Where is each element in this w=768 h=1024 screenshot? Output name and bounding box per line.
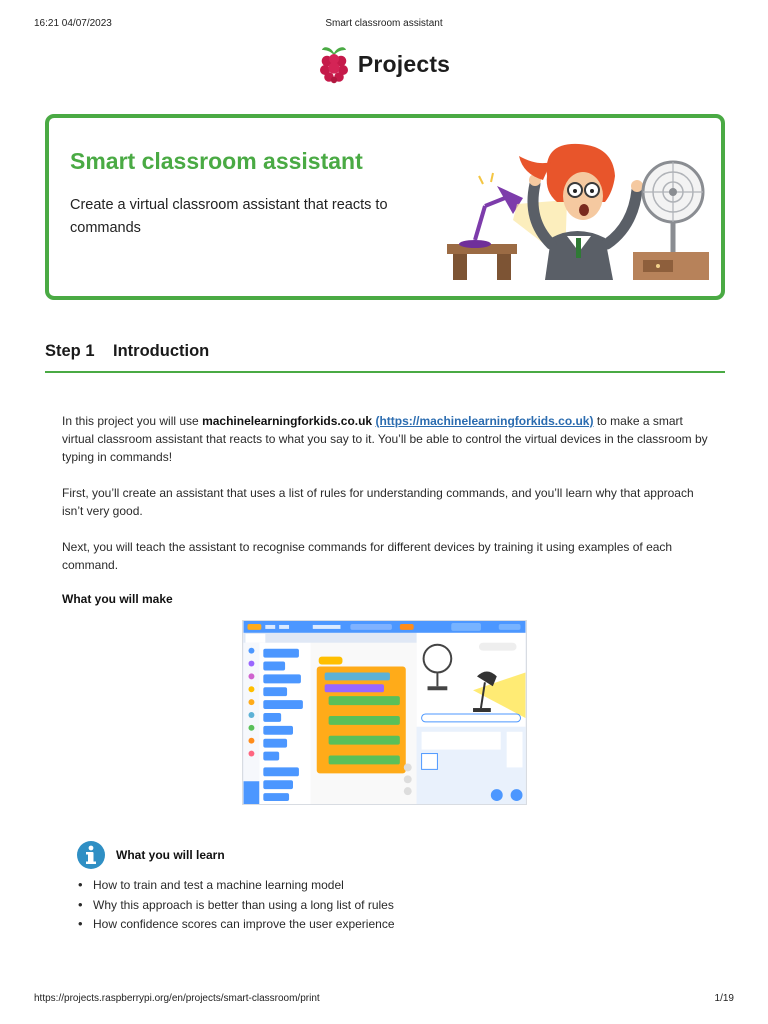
project-title: Smart classroom assistant bbox=[70, 148, 363, 174]
brand-header bbox=[0, 44, 768, 84]
what-you-will-make-heading: What you will make bbox=[62, 592, 173, 606]
list-item: • Why this approach is better than using a long list of rules bbox=[78, 898, 395, 918]
project-description: Create a virtual classroom assistant that reacts to commands bbox=[70, 197, 388, 236]
list-item: • How confidence scores can improve the user experience bbox=[78, 917, 395, 937]
what-you-will-learn-heading: What you will learn bbox=[116, 848, 225, 862]
intro-paragraph-2: First, you’ll create an assistant that uses a list of rules for understanding commands, and you’ll learn why that approach isn’t very good. bbox=[62, 486, 694, 518]
print-url: https://projects.raspberrypi.org/en/projects/smart-classroom/print bbox=[34, 993, 320, 1004]
raspberry-logo-icon bbox=[318, 44, 350, 84]
what-you-will-learn-section bbox=[76, 840, 225, 870]
print-header bbox=[34, 18, 734, 29]
step-number: Step 1 bbox=[45, 342, 95, 360]
step-title: Introduction bbox=[113, 342, 210, 360]
project-hero-card bbox=[45, 114, 725, 300]
learn-list bbox=[78, 878, 395, 937]
print-doc-title: Smart classroom assistant bbox=[325, 18, 443, 29]
intro-paragraph-1 bbox=[62, 412, 712, 466]
brand-title: Projects bbox=[357, 50, 451, 77]
step-heading bbox=[45, 342, 725, 373]
intro-text: In this project you will use bbox=[62, 414, 203, 428]
scratch-project-screenshot bbox=[242, 620, 527, 805]
list-item: • How to train and test a machine learning model bbox=[78, 878, 395, 898]
intro-text: to make a smart virtual classroom assistant that reacts to what you say to it. You’ll be able to control the virtual devices in the classroom by typing in commands! bbox=[62, 414, 708, 464]
page-number: 1/19 bbox=[714, 993, 734, 1004]
site-name: machinelearningforkids.co.uk bbox=[202, 414, 373, 428]
info-icon bbox=[76, 840, 106, 870]
site-link[interactable]: (https://machinelearningforkids.co.uk) bbox=[375, 414, 594, 428]
intro-paragraph-3: Next, you will teach the assistant to recognise commands for different devices by training it using examples of each command. bbox=[62, 540, 673, 572]
print-datetime: 16:21 04/07/2023 bbox=[34, 18, 112, 29]
scientist-lamp-fan-illustration bbox=[447, 140, 709, 280]
